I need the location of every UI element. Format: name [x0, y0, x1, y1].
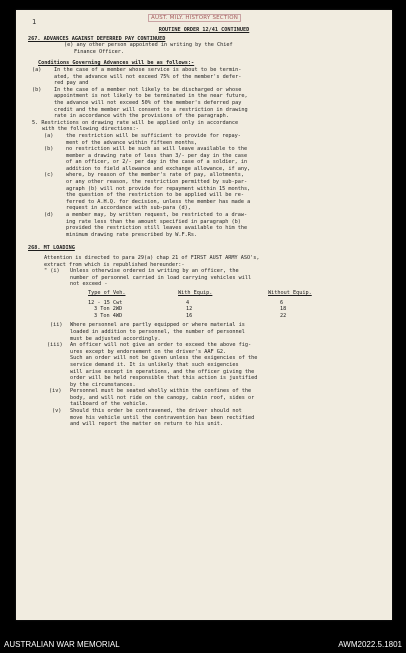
corner-mark: 1: [32, 18, 37, 26]
restrictions-intro: 5. Restrictions on drawing rate will be applied only in accordance with the following directions:-: [32, 119, 239, 133]
archive-footer: [0, 638, 406, 653]
section-268-title: 268. MT LOADING: [28, 245, 75, 252]
para-e-line: Finance Officer.: [74, 48, 124, 55]
table-row: 3 Ton 4WD 16 22: [94, 312, 287, 319]
table-header-row: [88, 290, 348, 297]
cond-a: (a) In the case of a member whose service is about to be termin- ated, the advance will not exceed 75% of the member's defer- red pay and: [32, 66, 242, 87]
conditions-title: Conditions Governing Advances will be as follows:-: [38, 60, 195, 67]
mt-item-v: (v) Should this order be contravened, the driver should not move his vehicle until the contravention has been rectified and will report the matter on return to his unit.: [52, 408, 255, 428]
para-e: [28, 42, 380, 55]
table-row: 12 - 15 Cwt 4 6: [88, 299, 284, 306]
section-267: [28, 36, 380, 239]
mt-item-ii: (ii) Where personnel are partly equipped or where material is loaded in addition to personnel, the number of personnel must be adjusted accordingly.: [50, 322, 245, 342]
table-row: 3 Ton 2WD 12 18: [94, 306, 287, 313]
section-267-title: 267. ADVANCES AGAINST DEFERRED PAY CONTINUED: [28, 35, 166, 42]
col-without-equip: Without Equip.: [268, 289, 312, 296]
mt-item-iv: (iv) Personnel must be seated wholly within the confines of the body, and will not ride on the canopy, cabin roof, sides or tailboard of the vehicle.: [49, 388, 255, 408]
mt-item-iii: (iii) An officer will not give an order to exceed the above fig- ures except by endorsement on the driver's AAF G2. Such an order will not be given unless the exigencies of the service demand it. It is unlikely that such exigencies will arise except in operations, and the officer giving the order will be held responsible that this action is justified by the circumstances.: [47, 342, 258, 388]
section-268-intro: Attention is directed to para 29(a) chap 21 of FIRST AUST ARMY ASO's, extract from which is republished hereunder:-: [44, 255, 260, 268]
restriction-a: (a) the restriction will be sufficient to provide for repay- ment of the advance within fifteen months,: [44, 132, 241, 146]
para-e-line: (e) any other person appointed in writing by the Chief: [64, 42, 233, 49]
document-body: [28, 27, 380, 428]
col-type: Type of Veh.: [88, 289, 126, 296]
restriction-d: (d) a member may, by written request, be restricted to a draw- ing rate less than the amount specified in paragraph (b) provided the restriction still leaves available to him the minimum drawing rate prescribed by W.F.Rs.: [44, 212, 248, 238]
footer-reference: AWM2022.5.1801: [338, 640, 402, 649]
restriction-c: (c) where, by reason of the member's rate of pay, allotments, or any other reason, the restriction permitted by sub-par- agraph (b) will not provide for repayment within 15 months, the question of the restriction to be applied will be re- ferred to A.H.Q. for decision, unless the member has made a request in accordance with sub-para (d),: [44, 172, 251, 212]
mt-item-i: " (i) Unless otherwise ordered in writing by an officer, the number of personnel carried in load carrying vehicles will not exceed -: [44, 268, 252, 288]
footer-institution: AUSTRALIAN WAR MEMORIAL: [4, 640, 120, 649]
archive-stamp: AUST. MILY. HISTORY SECTION: [148, 14, 241, 22]
col-with-equip: With Equip.: [178, 289, 213, 296]
restriction-b: (b) no restriction will be such as will leave available to the member a drawing rate of less than 3/- per day in the case of an officer, or 2/- per day in the case of a soldier, in addition to field allowance and exchange allowance, if any,: [44, 146, 251, 172]
section-268: [28, 245, 380, 427]
vehicle-capacity-table: [88, 290, 348, 319]
page-header: ROUTINE ORDER 12/41 CONTINUED: [158, 27, 250, 33]
document-page: [16, 10, 392, 620]
cond-b: (b) In the case of a member not likely to be discharged or whose appointment is not likely to be terminated in the near future, the advance will not exceed 50% of the member's deferred pay credit and the member will consent to a restriction in drawing rate in accordance with the provisions of the paragraph.: [32, 86, 248, 120]
